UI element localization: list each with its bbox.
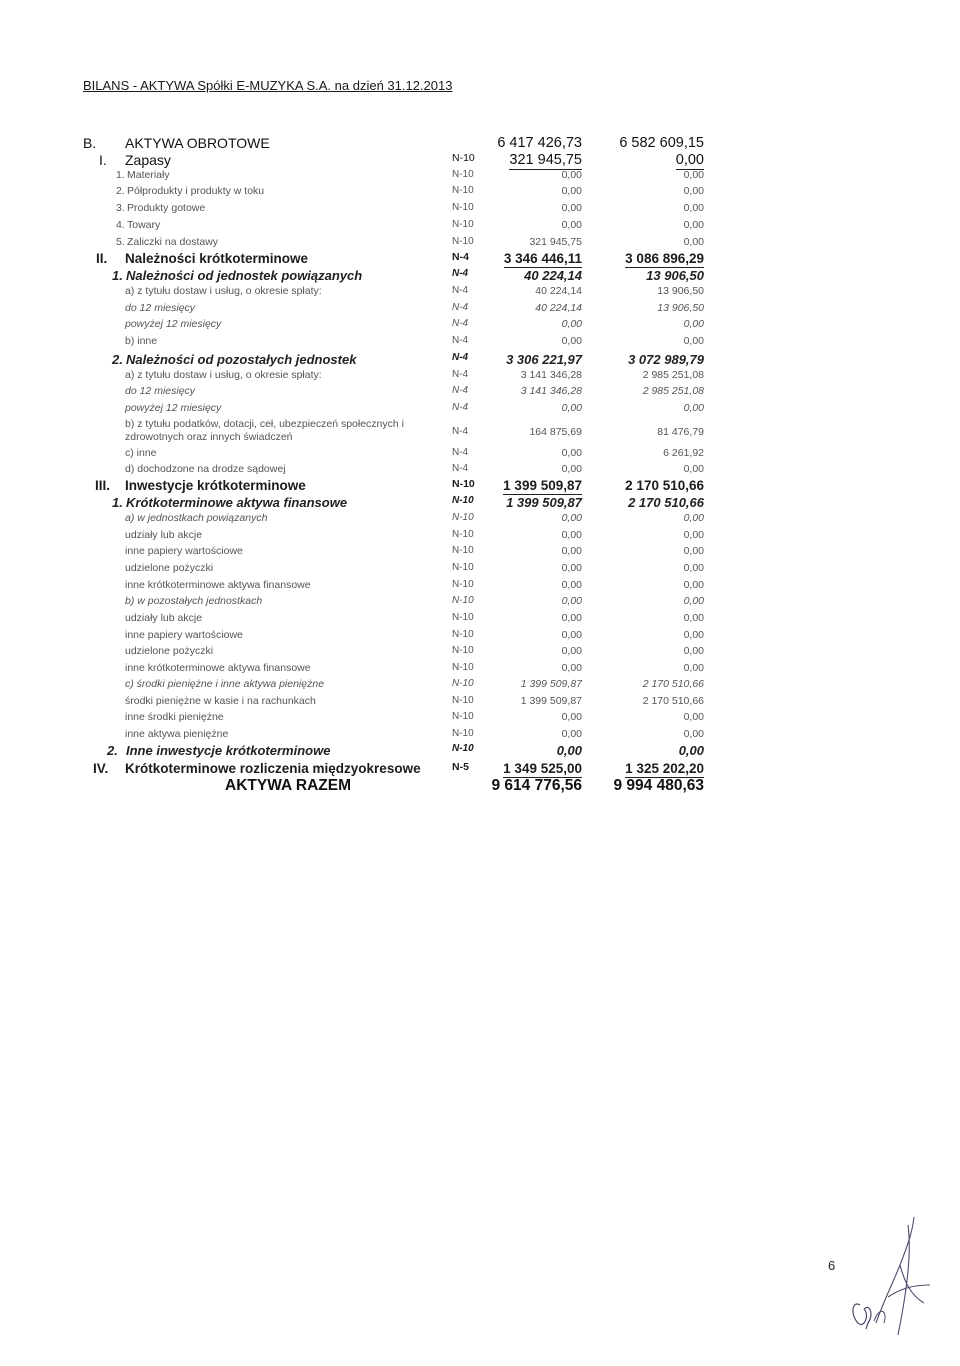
value-current-year: 0,00 <box>561 711 582 723</box>
value-current-year: 0,00 <box>561 562 582 574</box>
row-label: Należności krótkoterminowe <box>125 251 309 266</box>
row-label: do 12 miesięcy <box>125 302 196 314</box>
row-note-ref: N-10 <box>452 662 474 673</box>
row-note-ref: N-10 <box>452 495 474 506</box>
value-current-year: 0,00 <box>561 463 582 475</box>
row-note-ref: N-10 <box>452 711 474 722</box>
value-previous-year: 2 170 510,66 <box>642 695 704 707</box>
row-note-ref: N-4 <box>452 302 469 313</box>
value-previous-year: 0,00 <box>683 402 704 414</box>
value-previous-year: 0,00 <box>683 512 704 524</box>
row-number: IV. <box>93 761 109 776</box>
row-number: 2. <box>112 352 123 367</box>
row-note-ref: N-10 <box>452 678 474 689</box>
row-label: Produkty gotowe <box>127 202 206 214</box>
row-label: Należności od pozostałych jednostek <box>126 352 357 367</box>
row-label: Inne inwestycje krótkoterminowe <box>126 743 331 758</box>
row-number: B. <box>83 135 97 151</box>
row-note-ref: N-10 <box>452 236 474 247</box>
row-label: Półprodukty i produkty w toku <box>127 185 265 197</box>
value-previous-year: 0,00 <box>683 728 704 740</box>
row-label: a) z tytułu dostaw i usług, o okresie spłaty: <box>125 285 322 297</box>
value-previous-year: 13 906,50 <box>646 268 704 283</box>
value-current-year: 40 224,14 <box>535 302 582 314</box>
value-previous-year: 0,00 <box>683 662 704 674</box>
row-number: 4. <box>116 219 125 231</box>
value-previous-year: 0,00 <box>683 545 704 557</box>
value-previous-year: 6 582 609,15 <box>619 135 704 151</box>
row-label: a) z tytułu dostaw i usług, o okresie spłaty: <box>125 369 322 381</box>
row-label: c) inne <box>125 447 157 459</box>
row-label: udzielone pożyczki <box>125 645 214 657</box>
row-label: powyżej 12 miesięcy <box>125 402 222 414</box>
value-previous-year: 13 906,50 <box>657 285 704 297</box>
row-label <box>125 418 404 444</box>
row-number: 5. <box>116 236 125 248</box>
row-label: AKTYWA OBROTOWE <box>125 135 270 151</box>
value-previous-year: 0,00 <box>683 169 704 181</box>
row-label: b) inne <box>125 335 158 347</box>
value-previous-year: 2 985 251,08 <box>642 369 704 381</box>
value-current-year: 0,00 <box>561 169 582 181</box>
row-label: udziały lub akcje <box>125 612 203 624</box>
value-current-year: 40 224,14 <box>524 268 582 283</box>
row-label: Inwestycje krótkoterminowe <box>125 478 306 493</box>
row-note-ref: N-10 <box>452 545 474 556</box>
value-current-year: 3 306 221,97 <box>506 352 582 367</box>
value-current-year: 0,00 <box>561 447 582 459</box>
row-label: Towary <box>127 219 161 231</box>
value-current-year: 3 141 346,28 <box>520 385 582 397</box>
row-note-ref: N-10 <box>452 645 474 656</box>
value-previous-year: 81 476,79 <box>657 426 704 438</box>
value-current-year: 0,00 <box>561 579 582 591</box>
row-note-ref: N-4 <box>452 268 469 279</box>
value-current-year: 0,00 <box>561 662 582 674</box>
row-label: d) dochodzone na drodze sądowej <box>125 463 286 475</box>
row-note-ref: N-10 <box>452 562 474 573</box>
row-note-ref: N-4 <box>452 385 469 396</box>
row-label-line-1: b) z tytułu podatków, dotacji, ceł, ubezpieczeń społecznych i <box>125 418 404 430</box>
value-previous-year: 0,00 <box>683 595 704 607</box>
value-previous-year: 0,00 <box>683 645 704 657</box>
value-current-year: 0,00 <box>561 629 582 641</box>
value-current-year: 321 945,75 <box>509 152 582 168</box>
row-number: I. <box>99 152 107 168</box>
row-note-ref: N-10 <box>452 695 474 706</box>
value-previous-year: 0,00 <box>683 612 704 624</box>
value-previous-year: 3 072 989,79 <box>628 352 704 367</box>
value-current-year: 0,00 <box>561 335 582 347</box>
value-current-year: 1 399 509,87 <box>503 478 582 493</box>
value-previous-year: 0,00 <box>683 711 704 723</box>
value-current-year: 164 875,69 <box>529 426 582 438</box>
row-number: 1. <box>116 169 125 181</box>
row-label: środki pieniężne w kasie i na rachunkach <box>125 695 316 707</box>
row-note-ref: N-10 <box>452 512 474 523</box>
value-previous-year: 2 170 510,66 <box>628 495 704 510</box>
value-current-year: 321 945,75 <box>529 236 582 248</box>
value-previous-year: 0,00 <box>683 236 704 248</box>
value-previous-year: 2 985 251,08 <box>642 385 704 397</box>
row-number: II. <box>96 251 108 266</box>
value-previous-year: 0,00 <box>683 629 704 641</box>
value-previous-year: 0,00 <box>683 202 704 214</box>
value-current-year: 1 399 509,87 <box>520 678 582 690</box>
value-current-year: 3 346 446,11 <box>503 251 582 266</box>
total-value-previous: 9 994 480,63 <box>613 777 704 794</box>
row-note-ref: N-10 <box>452 478 475 490</box>
row-label: Należności od jednostek powiązanych <box>126 268 363 283</box>
row-number: 1. <box>112 495 123 510</box>
row-note-ref: N-10 <box>452 152 475 164</box>
row-label: inne aktywa pieniężne <box>125 728 229 740</box>
document-title: BILANS - AKTYWA Spółki E-MUZYKA S.A. na dzień 31.12.2013 <box>83 78 453 93</box>
row-label: inne krótkoterminowe aktywa finansowe <box>125 579 311 591</box>
row-label: inne środki pieniężne <box>125 711 224 723</box>
row-note-ref: N-10 <box>452 612 474 623</box>
value-current-year: 0,00 <box>561 219 582 231</box>
value-current-year: 0,00 <box>561 545 582 557</box>
row-label: inne krótkoterminowe aktywa finansowe <box>125 662 311 674</box>
row-number: 2. <box>116 185 125 197</box>
row-note-ref: N-10 <box>452 728 474 739</box>
row-note-ref: N-4 <box>452 352 469 363</box>
row-label: Zapasy <box>125 152 171 168</box>
row-label: a) w jednostkach powiązanych <box>125 512 268 524</box>
value-previous-year: 1 325 202,20 <box>625 761 704 776</box>
value-previous-year: 3 086 896,29 <box>625 251 704 266</box>
value-current-year: 0,00 <box>561 728 582 740</box>
row-note-ref: N-4 <box>452 447 469 458</box>
value-current-year: 1 399 509,87 <box>506 495 582 510</box>
value-previous-year: 2 170 510,66 <box>642 678 704 690</box>
row-label: c) środki pieniężne i inne aktywa pieniężne <box>125 678 325 690</box>
row-note-ref: N-5 <box>452 761 469 773</box>
value-current-year: 0,00 <box>561 402 582 414</box>
value-previous-year: 0,00 <box>678 743 704 758</box>
row-number: III. <box>95 478 111 493</box>
row-label: udzielone pożyczki <box>125 562 214 574</box>
page-number: 6 <box>828 1258 836 1273</box>
value-current-year: 0,00 <box>561 529 582 541</box>
value-current-year: 1 349 525,00 <box>503 761 582 776</box>
value-previous-year: 0,00 <box>683 219 704 231</box>
row-number: 2. <box>107 743 118 758</box>
row-label: Zaliczki na dostawy <box>127 236 219 248</box>
value-previous-year: 0,00 <box>683 562 704 574</box>
value-current-year: 3 141 346,28 <box>520 369 582 381</box>
row-label: powyżej 12 miesięcy <box>125 318 222 330</box>
value-current-year: 0,00 <box>556 743 582 758</box>
value-current-year: 0,00 <box>561 185 582 197</box>
value-previous-year: 0,00 <box>675 152 704 168</box>
value-previous-year: 6 261,92 <box>663 447 704 459</box>
value-previous-year: 0,00 <box>683 335 704 347</box>
value-current-year: 6 417 426,73 <box>497 135 582 151</box>
row-label: udziały lub akcje <box>125 529 203 541</box>
row-note-ref: N-10 <box>452 185 474 196</box>
row-note-ref: N-10 <box>452 579 474 590</box>
row-note-ref: N-4 <box>452 463 469 474</box>
value-previous-year: 0,00 <box>683 318 704 330</box>
row-note-ref: N-10 <box>452 202 474 213</box>
row-note-ref: N-4 <box>452 318 469 329</box>
value-previous-year: 0,00 <box>683 529 704 541</box>
row-note-ref: N-10 <box>452 169 474 180</box>
row-note-ref: N-10 <box>452 595 474 606</box>
row-note-ref: N-4 <box>452 369 469 380</box>
row-label: Materiały <box>127 169 170 181</box>
row-label: inne papiery wartościowe <box>125 629 243 641</box>
row-label: inne papiery wartościowe <box>125 545 243 557</box>
row-note-ref: N-4 <box>452 426 469 437</box>
row-label-line-2: zdrowotnych oraz innych świadczeń <box>125 431 293 443</box>
value-current-year: 0,00 <box>561 512 582 524</box>
row-note-ref: N-4 <box>452 335 469 346</box>
row-label: Krótkoterminowe aktywa finansowe <box>126 495 348 510</box>
row-note-ref: N-10 <box>452 629 474 640</box>
row-note-ref: N-4 <box>452 402 469 413</box>
value-current-year: 0,00 <box>561 645 582 657</box>
row-note-ref: N-10 <box>452 529 474 540</box>
value-previous-year: 2 170 510,66 <box>625 478 704 493</box>
value-previous-year: 0,00 <box>683 463 704 475</box>
row-note-ref: N-4 <box>452 285 469 296</box>
row-note-ref: N-10 <box>452 743 474 754</box>
total-value-current: 9 614 776,56 <box>491 777 582 794</box>
row-number: 3. <box>116 202 125 214</box>
value-current-year: 0,00 <box>561 202 582 214</box>
signature-image <box>840 1205 932 1345</box>
row-label: do 12 miesięcy <box>125 385 196 397</box>
row-note-ref: N-4 <box>452 251 469 263</box>
value-current-year: 1 399 509,87 <box>520 695 582 707</box>
row-note-ref: N-10 <box>452 219 474 230</box>
value-current-year: 40 224,14 <box>535 285 582 297</box>
row-label: Krótkoterminowe rozliczenia międzyokresowe <box>125 761 421 776</box>
value-previous-year: 0,00 <box>683 579 704 591</box>
value-previous-year: 13 906,50 <box>657 302 704 314</box>
value-current-year: 0,00 <box>561 612 582 624</box>
total-label: AKTYWA RAZEM <box>225 777 351 794</box>
value-current-year: 0,00 <box>561 318 582 330</box>
row-number: 1. <box>112 268 123 283</box>
row-label: b) w pozostałych jednostkach <box>125 595 263 607</box>
value-current-year: 0,00 <box>561 595 582 607</box>
value-previous-year: 0,00 <box>683 185 704 197</box>
